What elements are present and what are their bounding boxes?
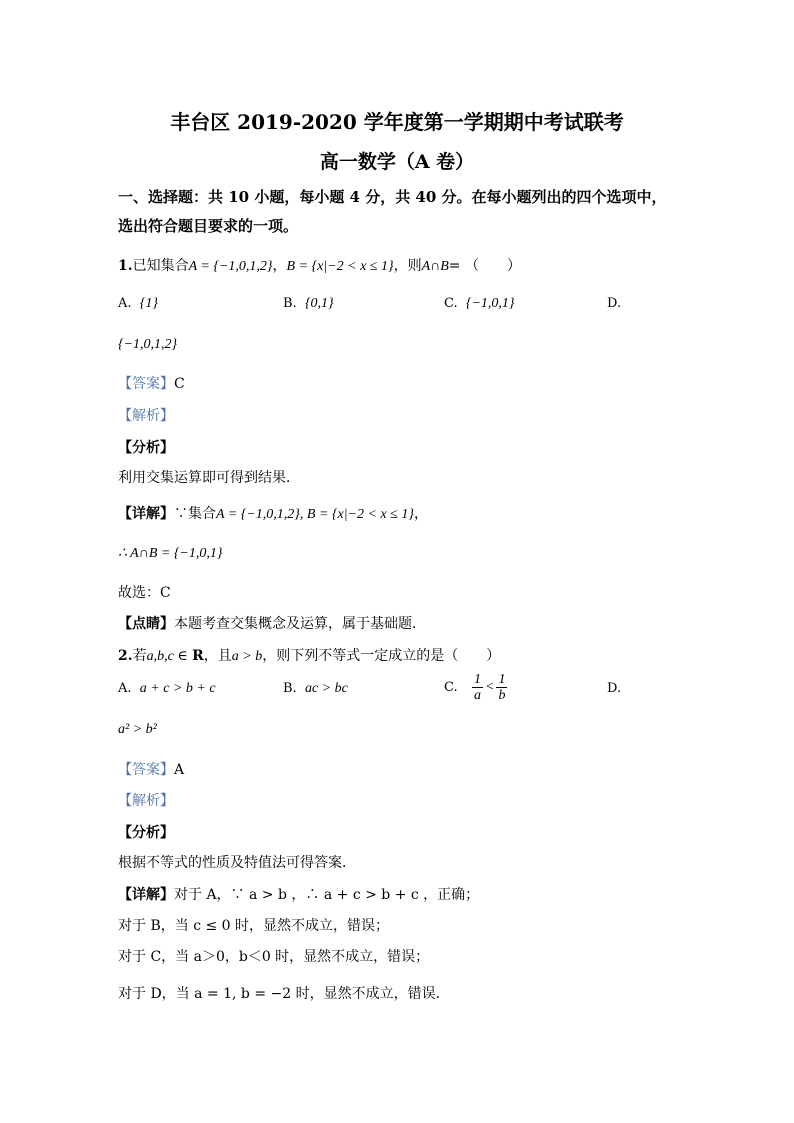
q1-analysis-tag: 【解析】 xyxy=(118,408,174,424)
question-1-number: 1. xyxy=(118,258,133,274)
fraction-1-over-b: $\frac{1}{b}$ xyxy=(498,672,506,703)
q1-option-a: A. {1} xyxy=(118,296,158,311)
q1-option-b: B. {0,1} xyxy=(283,296,334,311)
q2-option-d: D. xyxy=(607,681,622,696)
section-heading-line1: 一、选择题：共 10 小题，每小题 4 分，共 40 分。在每小题列出的四个选项中， xyxy=(118,188,667,206)
q2-option-d-value: a² > b² xyxy=(118,722,157,737)
q1-detail: 【详解】∵集合A = {−1,0,1,2}, B = {x|−2 < x ≤ 1}， xyxy=(118,506,428,522)
section-heading-line2: 选出符合题目要求的一项。 xyxy=(118,217,299,235)
q1-comment: 【点睛】本题考查交集概念及运算，属于基础题． xyxy=(118,616,426,632)
q1-fenxi-tag: 【分析】 xyxy=(118,440,174,456)
page-title: 丰台区 2019-2020 学年度第一学期期中考试联考 xyxy=(170,110,624,134)
q2-option-c: C. $\frac{1}{a}$ < $\frac{1}{b}$ xyxy=(444,672,506,703)
question-1-stem: 1.已知集合A = {−1,0,1,2}，B = {x|−2 < x ≤ 1}，则A∩B= （ ） xyxy=(118,258,521,274)
q1-option-c: C. {−1,0,1} xyxy=(444,296,515,311)
q2-detail-d: 对于 D，当 a = 1, b = −2 时，显然不成立，错误． xyxy=(118,986,450,1002)
q2-answer: 【答案】A xyxy=(118,762,185,778)
question-2-number: 2. xyxy=(118,648,133,664)
q1-option-d-value: {−1,0,1,2} xyxy=(118,337,178,352)
question-2-stem: 2.若a,b,c ∈ R，且a > b，则下列不等式一定成立的是（ ） xyxy=(118,648,501,664)
q1-option-d: D. xyxy=(607,296,622,311)
q2-detail-a: 【详解】对于 A，∵ a > b ，∴ a + c > b + c ，正确； xyxy=(118,887,480,903)
q2-fenxi-tag: 【分析】 xyxy=(118,825,174,841)
q2-option-a: A. a + c > b + c xyxy=(118,681,216,696)
q1-fenxi: 利用交集运算即可得到结果． xyxy=(118,470,300,486)
q2-option-b: B. ac > bc xyxy=(283,681,348,696)
q2-detail-b: 对于 B，当 c ≤ 0 时，显然不成立，错误； xyxy=(118,918,390,934)
fraction-1-over-a: $\frac{1}{a}$ xyxy=(474,672,482,703)
q2-fenxi: 根据不等式的性质及特值法可得答案． xyxy=(118,855,356,871)
page-subtitle: 高一数学（A 卷） xyxy=(319,151,475,173)
q1-choose: 故选：C xyxy=(118,585,171,601)
q1-conclusion: ∴ A∩B = {−1,0,1} xyxy=(118,546,223,561)
q2-detail-c: 对于 C，当 a＞0，b＜0 时，显然不成立，错误； xyxy=(118,949,430,965)
q2-analysis-tag: 【解析】 xyxy=(118,793,174,809)
q1-answer: 【答案】C xyxy=(118,376,185,392)
